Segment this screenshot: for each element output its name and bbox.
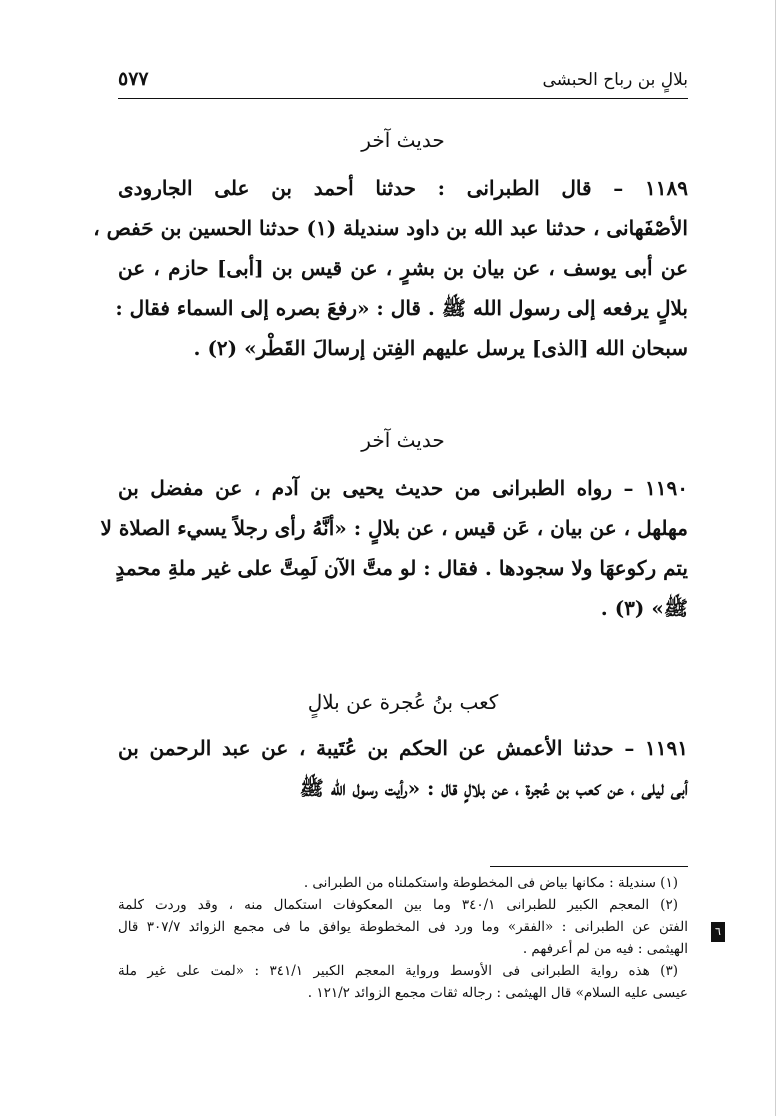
hadith-1190 xyxy=(100,468,688,628)
text-line: عن أبى يوسف ، عن بيان بن بشرٍ ، عن قيس بن [أبى] حازم ، عن xyxy=(118,256,688,280)
footnote-line: عيسى عليه السلام» قال الهيثمى : رجاله ثقات مجمع الزوائد ١٢١/٢ . xyxy=(307,985,688,1001)
page-edge-line xyxy=(775,0,776,1116)
hadith-1191 xyxy=(118,728,688,808)
text-line: ١١٩٠ – رواه الطبرانى من حديث يحيى بن آدم ، عن مفضل بن xyxy=(118,476,688,500)
text-line: ١١٩١ – حدثنا الأعمش عن الحكم بن عُتَيبة ، عن عبد الرحمن بن xyxy=(118,736,688,760)
footnote-line: (٣) هذه رواية الطبرانى فى الأوسط ورواية المعجم الكبير ٣٤١/١ : «لمت على غير ملة xyxy=(118,963,678,979)
section-heading: حديث آخر xyxy=(361,128,445,152)
section-heading: حديث آخر xyxy=(361,428,445,452)
text-line: يتم ركوعهَا ولا سجودها . فقال : لو متَّ الآن لَمِتَّ على غير ملةِ محمدٍ xyxy=(115,556,688,580)
footnote-line: (١) سنديلة : مكانها بياض فى المخطوطة واستكملناه من الطبرانى . xyxy=(303,875,678,891)
text-line: سبحان الله [الذى] يرسل عليهم الفِتن إرسالَ القَطْر» (٢) . xyxy=(193,336,688,360)
hadith-1189 xyxy=(93,168,688,368)
text-line: بلالٍ يرفعه إلى رسول الله ﷺ . قال : «رفعَ بصره إلى السماء فقال : xyxy=(115,296,688,320)
text-line: ١١٨٩ – قال الطبرانى : حدثنا أحمد بن على الجارودى xyxy=(118,176,688,200)
footnote-line: الهيثمى : فيه من لم أعرفهم . xyxy=(522,941,688,957)
footnote-separator xyxy=(490,866,688,867)
footnotes xyxy=(118,872,688,1004)
page-header xyxy=(118,64,688,99)
footnote-line: (٢) المعجم الكبير للطبرانى ٣٤٠/١ وما بين المعكوفات استكمال منه ، وقد وردت كلمة xyxy=(118,897,678,913)
section-heading: كعب بنُ عُجرة عن بلالٍ xyxy=(307,690,499,714)
margin-tab-marker: ٦ xyxy=(711,922,725,942)
text-line: مهلهل ، عن بيان ، عَن قيس ، عن بلالٍ : «أنَّهُ رأى رجلاً يسيء الصلاة لا xyxy=(100,516,688,540)
page-number: ٥٧٧ xyxy=(118,68,149,90)
text-line: ﷺ» (٣) . xyxy=(600,596,688,620)
running-title: بلالٍ بن رباح الحبشى xyxy=(542,70,688,90)
footnote-line: الفتن عن الطبرانى : «الفقر» وما ورد فى المخطوطة يوافق ما فى مجمع الزوائد ٣٠٧/٧ قال xyxy=(118,919,688,935)
text-line: الأصْفَهانى ، حدثنا عبد الله بن داود سنديلة (١) حدثنا الحسين بن حَفص ، xyxy=(93,216,688,240)
text-line: أبى ليلى ، عن كعب بن عُجرة ، عن بلالٍ قال : «رأيت رسول الله ﷺ xyxy=(299,776,688,800)
